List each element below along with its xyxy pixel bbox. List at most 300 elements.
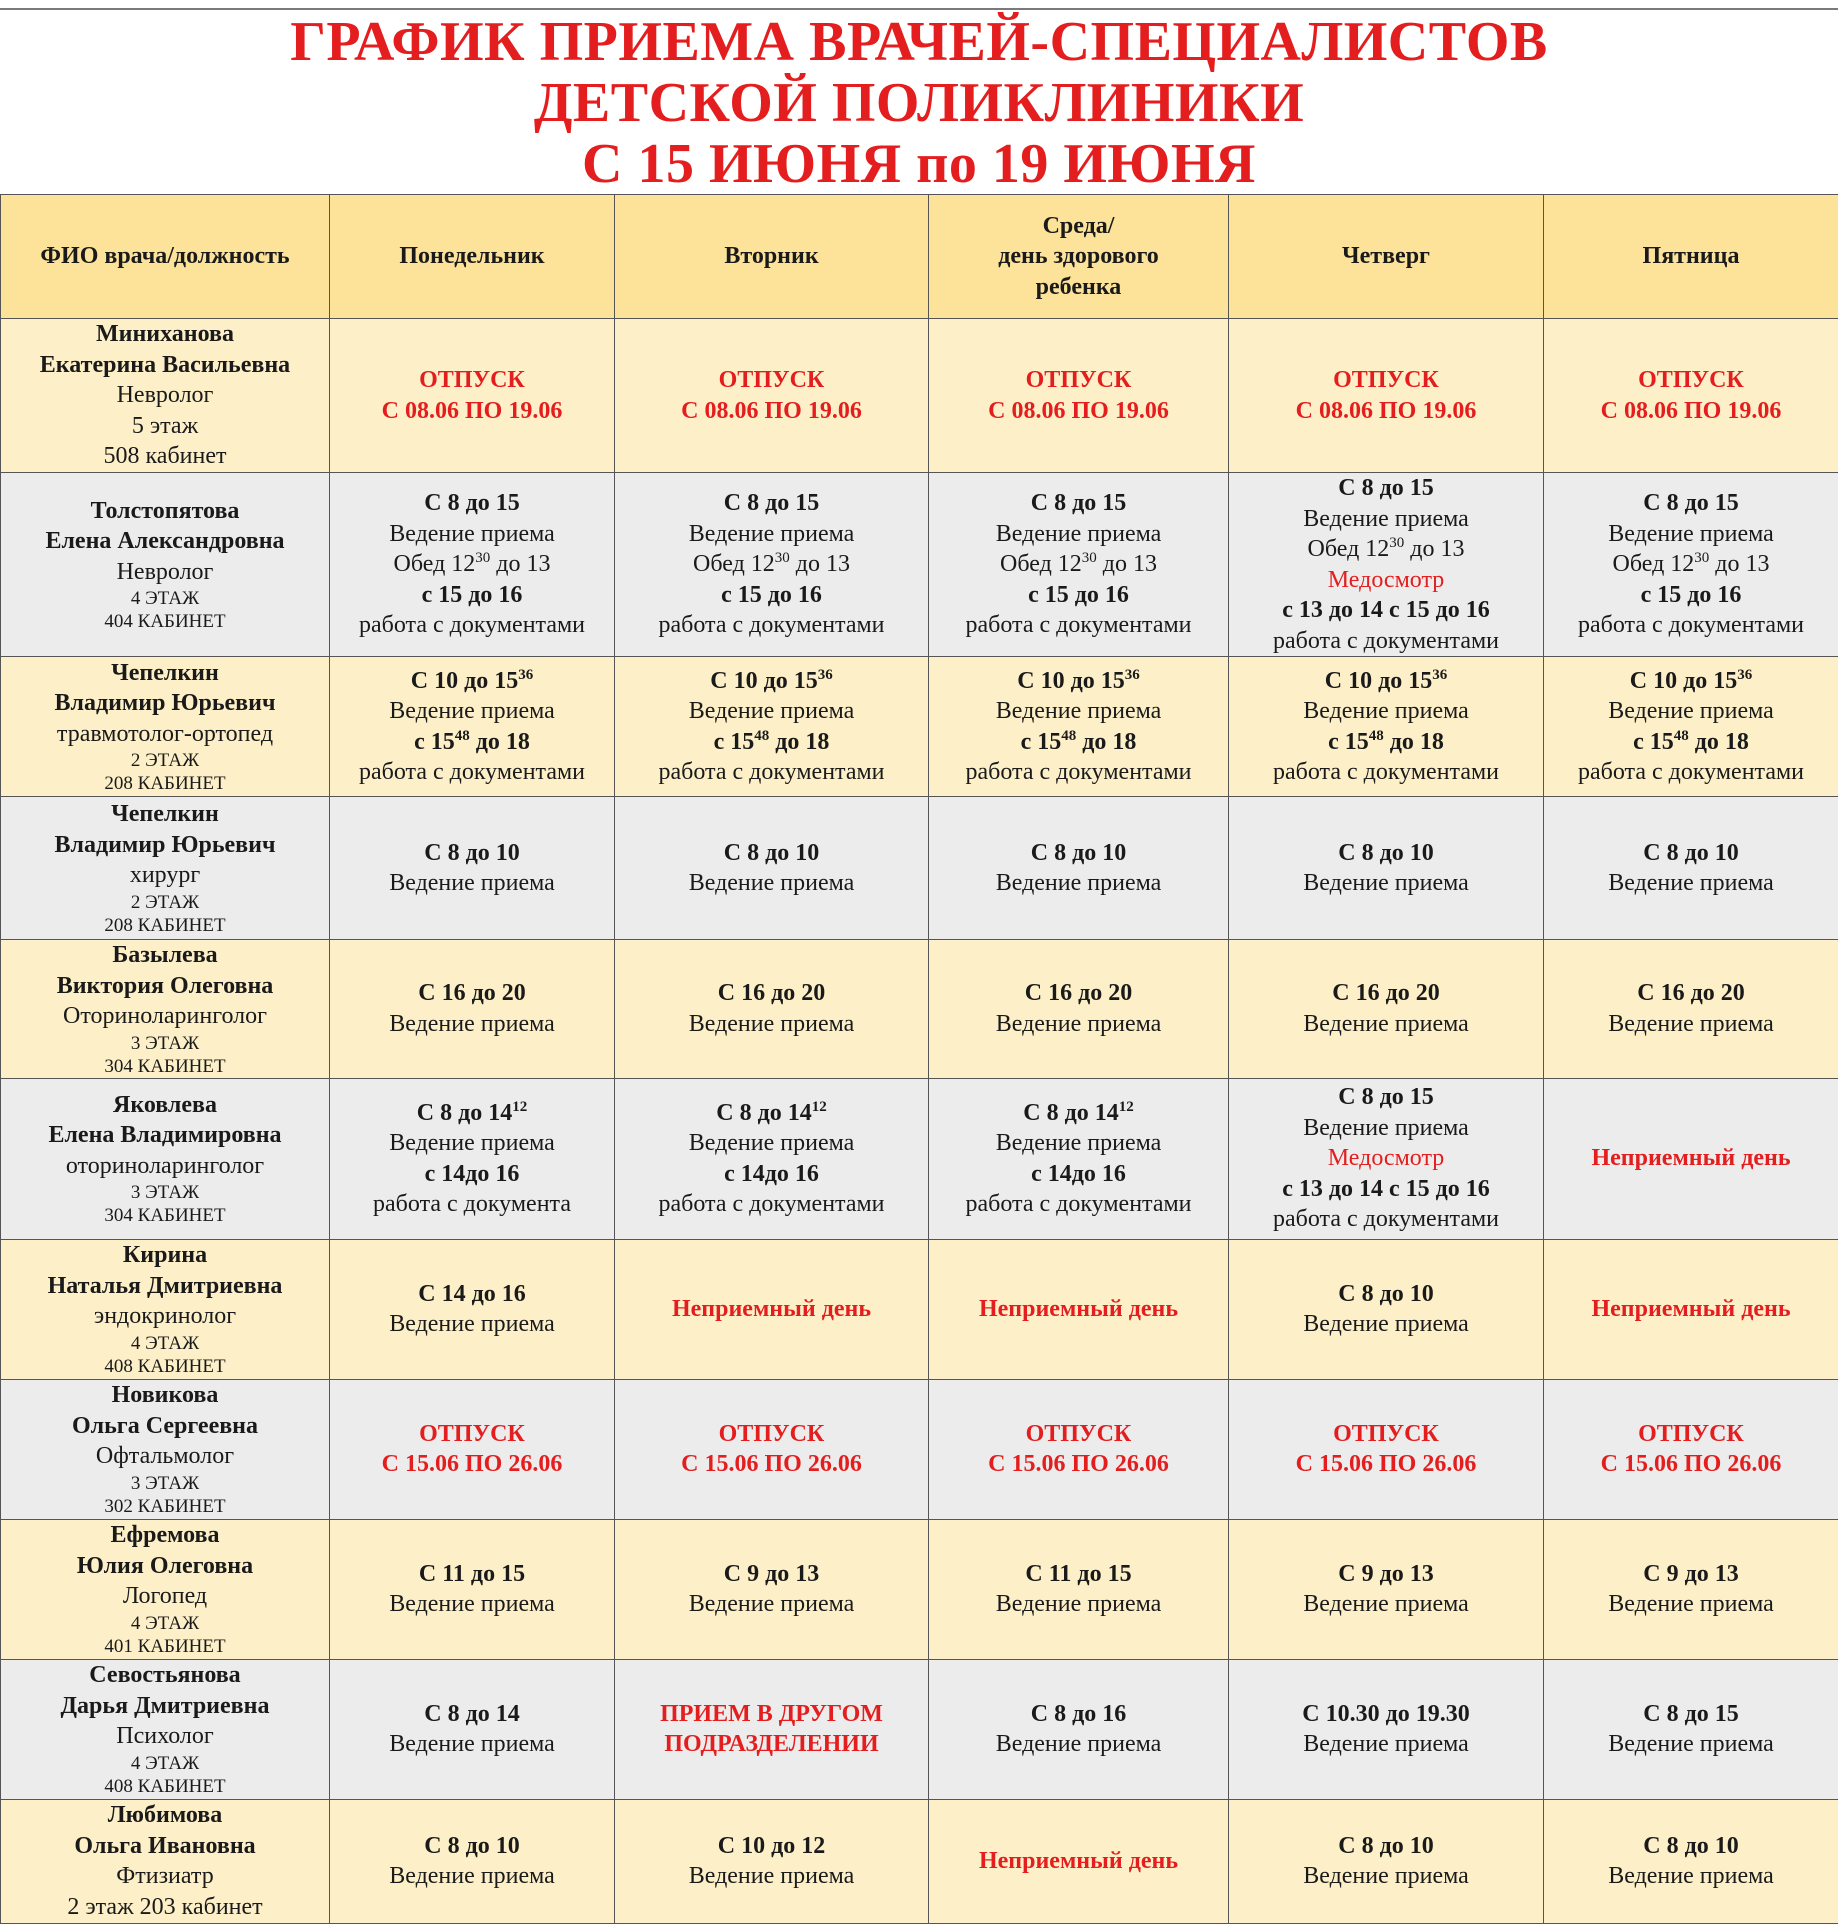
- schedule-line: Ведение приема: [332, 1589, 612, 1620]
- schedule-cell-friday: [1544, 1799, 1838, 1923]
- schedule-line: ОТПУСК: [617, 1419, 926, 1450]
- doctor-location: 3 ЭТАЖ: [3, 1181, 327, 1204]
- schedule-line: Неприемный день: [1546, 1294, 1836, 1325]
- schedule-line: Неприемный день: [617, 1294, 926, 1325]
- schedule-line: С 8 до 10: [332, 838, 612, 869]
- schedule-line: Неприемный день: [1546, 1143, 1836, 1174]
- schedule-cell-monday: [330, 797, 615, 940]
- schedule-line: ПОДРАЗДЕЛЕНИИ: [617, 1729, 926, 1760]
- doctor-cell: [1, 1799, 330, 1923]
- doctor-specialty: 2 этаж 203 кабинет: [3, 1892, 327, 1923]
- schedule-cell-wednesday: [929, 797, 1229, 940]
- schedule-line: ОТПУСК: [1546, 1419, 1836, 1450]
- schedule-cell-tuesday: [615, 1078, 929, 1239]
- schedule-line: С 8 до 15: [1231, 1082, 1541, 1113]
- schedule-line: С 8 до $14^{12}$: [332, 1098, 612, 1129]
- schedule-line: Ведение приема: [1231, 1009, 1541, 1040]
- schedule-cell-tuesday: [615, 1519, 929, 1659]
- doctor-location: 4 ЭТАЖ: [3, 1332, 327, 1355]
- schedule-line: Ведение приема: [1546, 696, 1836, 727]
- schedule-line: С 8 до 15: [931, 488, 1226, 519]
- schedule-line: с $15^{48}$ до 18: [931, 727, 1226, 758]
- minutes-superscript: 30: [1389, 535, 1404, 551]
- schedule-line: Ведение приема: [617, 1128, 926, 1159]
- schedule-line: работа с документами: [1546, 610, 1836, 641]
- schedule-cell-tuesday: [615, 797, 929, 940]
- doctor-specialty: хирург: [3, 860, 327, 891]
- minutes-superscript: 48: [1061, 728, 1076, 744]
- doctor-location: 2 ЭТАЖ: [3, 891, 327, 914]
- title-line-2: ДЕТСКОЙ ПОЛИКЛИНИКИ: [0, 73, 1838, 134]
- doctor-name-line: Толстопятова: [3, 496, 327, 527]
- doctor-specialty: оториноларинголог: [3, 1151, 327, 1182]
- schedule-line: Ведение приема: [617, 1009, 926, 1040]
- schedule-line: С 10 до $15^{36}$: [332, 666, 612, 697]
- schedule-line: работа с документами: [931, 610, 1226, 641]
- schedule-cell-monday: [330, 1078, 615, 1239]
- schedule-line: С 8 до 10: [332, 1831, 612, 1862]
- minutes-superscript: 30: [475, 550, 490, 566]
- schedule-line: С 10.30 до 19.30: [1231, 1699, 1541, 1730]
- schedule-line: работа с документами: [332, 757, 612, 788]
- schedule-line: С 8 до $14^{12}$: [931, 1098, 1226, 1129]
- schedule-line: с 15 до 16: [617, 580, 926, 611]
- schedule-line: Ведение приема: [332, 1009, 612, 1040]
- schedule-cell-monday: [330, 657, 615, 797]
- schedule-line: С 8 до 16: [931, 1699, 1226, 1730]
- schedule-line: ОТПУСК: [931, 365, 1226, 396]
- minutes-superscript: 12: [512, 1099, 527, 1115]
- schedule-line: Обед $12^{30}$ до 13: [617, 549, 926, 580]
- schedule-line: работа с документами: [617, 1189, 926, 1220]
- schedule-line: с 15 до 16: [931, 580, 1226, 611]
- doctor-specialty: Логопед: [3, 1581, 327, 1612]
- schedule-cell-wednesday: [929, 940, 1229, 1079]
- schedule-cell-wednesday: [929, 1659, 1229, 1799]
- schedule-line: С 8 до 10: [1546, 1831, 1836, 1862]
- schedule-cell-monday: [330, 1239, 615, 1379]
- doctor-name-line: Любимова: [3, 1800, 327, 1831]
- schedule-line: С 16 до 20: [931, 978, 1226, 1009]
- schedule-line: работа с документа: [332, 1189, 612, 1220]
- schedule-cell-friday: [1544, 1519, 1838, 1659]
- schedule-line: С 8 до 14: [332, 1699, 612, 1730]
- doctor-specialty: Фтизиатр: [3, 1861, 327, 1892]
- schedule-line: С 08.06 ПО 19.06: [1231, 396, 1541, 427]
- schedule-line: Ведение приема: [931, 1589, 1226, 1620]
- schedule-line: Ведение приема: [1231, 1309, 1541, 1340]
- schedule-cell-tuesday: [615, 473, 929, 657]
- schedule-cell-thursday: [1229, 940, 1544, 1079]
- minutes-superscript: 30: [1694, 550, 1709, 566]
- schedule-line: ПРИЕМ В ДРУГОМ: [617, 1699, 926, 1730]
- doctor-cell: [1, 1078, 330, 1239]
- schedule-line: Ведение приема: [332, 868, 612, 899]
- schedule-line: Ведение приема: [1231, 1861, 1541, 1892]
- schedule-line: С 10 до $15^{36}$: [1546, 666, 1836, 697]
- schedule-line: С 8 до 15: [332, 488, 612, 519]
- schedule-cell-friday: [1544, 473, 1838, 657]
- schedule-cell-friday: [1544, 940, 1838, 1079]
- minutes-superscript: 36: [518, 667, 533, 683]
- header-row: [1, 195, 1838, 319]
- schedule-line: Ведение приема: [332, 1861, 612, 1892]
- schedule-cell-friday: [1544, 1659, 1838, 1799]
- schedule-line: с $15^{48}$ до 18: [1231, 727, 1541, 758]
- doctor-location: 304 КАБИНЕТ: [3, 1055, 327, 1078]
- schedule-line: ОТПУСК: [1231, 365, 1541, 396]
- schedule-line: С 8 до 15: [1546, 1699, 1836, 1730]
- schedule-line: С 9 до 13: [1546, 1559, 1836, 1590]
- doctor-name-line: Владимир Юрьевич: [3, 830, 327, 861]
- doctor-name-line: Юлия Олеговна: [3, 1551, 327, 1582]
- schedule-line: Ведение приема: [1231, 696, 1541, 727]
- header-doctor: ФИО врача/должность: [1, 195, 330, 319]
- schedule-line: С 11 до 15: [332, 1559, 612, 1590]
- doctor-name-line: Елена Владимировна: [3, 1120, 327, 1151]
- table-row: [1, 1659, 1838, 1799]
- minutes-superscript: 12: [812, 1099, 827, 1115]
- table-row: [1, 657, 1838, 797]
- schedule-cell-tuesday: [615, 319, 929, 473]
- doctor-name-line: Екатерина Васильевна: [3, 350, 327, 381]
- minutes-superscript: 30: [1082, 550, 1097, 566]
- schedule-line: С 15.06 ПО 26.06: [332, 1449, 612, 1480]
- schedule-cell-wednesday: [929, 1519, 1229, 1659]
- doctor-specialty: Невролог: [3, 380, 327, 411]
- schedule-cell-tuesday: [615, 657, 929, 797]
- table-row: [1, 940, 1838, 1079]
- schedule-cell-wednesday: [929, 319, 1229, 473]
- doctor-specialty: 508 кабинет: [3, 441, 327, 472]
- schedule-line: С 08.06 ПО 19.06: [931, 396, 1226, 427]
- table-row: [1, 319, 1838, 473]
- schedule-cell-thursday: [1229, 657, 1544, 797]
- schedule-cell-thursday: [1229, 1239, 1544, 1379]
- schedule-line: Ведение приема: [1546, 519, 1836, 550]
- doctor-cell: [1, 797, 330, 940]
- schedule-line: С 14 до 16: [332, 1279, 612, 1310]
- doctor-name-line: Ольга Ивановна: [3, 1831, 327, 1862]
- doctor-location: 408 КАБИНЕТ: [3, 1775, 327, 1798]
- schedule-line: Обед $12^{30}$ до 13: [332, 549, 612, 580]
- header-wednesday: Среда/ день здорового ребенка: [929, 195, 1229, 319]
- schedule-line: работа с документами: [617, 757, 926, 788]
- schedule-cell-monday: [330, 319, 615, 473]
- schedule-line: ОТПУСК: [332, 365, 612, 396]
- schedule-line: Ведение приема: [617, 519, 926, 550]
- schedule-line: работа с документами: [617, 610, 926, 641]
- schedule-cell-wednesday: [929, 1379, 1229, 1519]
- table-row: [1, 1239, 1838, 1379]
- doctor-location: 302 КАБИНЕТ: [3, 1495, 327, 1518]
- schedule-line: С 15.06 ПО 26.06: [1231, 1449, 1541, 1480]
- schedule-cell-wednesday: [929, 1799, 1229, 1923]
- schedule-line: с $15^{48}$ до 18: [332, 727, 612, 758]
- doctor-location: 4 ЭТАЖ: [3, 1752, 327, 1775]
- doctor-name-line: Ольга Сергеевна: [3, 1411, 327, 1442]
- schedule-line: С 8 до 15: [617, 488, 926, 519]
- header-tuesday: Вторник: [615, 195, 929, 319]
- schedule-line: Ведение приема: [931, 868, 1226, 899]
- doctor-name-line: Чепелкин: [3, 799, 327, 830]
- schedule-line: С 9 до 13: [617, 1559, 926, 1590]
- schedule-line: С 08.06 ПО 19.06: [617, 396, 926, 427]
- minutes-superscript: 48: [1369, 728, 1384, 744]
- doctor-specialty: Оториноларинголог: [3, 1001, 327, 1032]
- doctor-name-line: Дарья Дмитриевна: [3, 1691, 327, 1722]
- doctor-name-line: Чепелкин: [3, 658, 327, 689]
- schedule-line: Ведение приема: [1231, 1113, 1541, 1144]
- schedule-line: ОТПУСК: [1231, 1419, 1541, 1450]
- schedule-line: Ведение приема: [931, 696, 1226, 727]
- schedule-table: [0, 194, 1838, 1924]
- schedule-line: ОТПУСК: [931, 1419, 1226, 1450]
- table-row: [1, 1379, 1838, 1519]
- schedule-line: Ведение приема: [332, 1729, 612, 1760]
- schedule-line: С 9 до 13: [1231, 1559, 1541, 1590]
- schedule-cell-monday: [330, 473, 615, 657]
- schedule-line: Ведение приема: [1231, 504, 1541, 535]
- schedule-line: Ведение приема: [332, 519, 612, 550]
- schedule-line: Ведение приема: [617, 868, 926, 899]
- schedule-line: С 8 до 10: [1231, 838, 1541, 869]
- schedule-line: С 15.06 ПО 26.06: [931, 1449, 1226, 1480]
- schedule-line: с 15 до 16: [1546, 580, 1836, 611]
- table-row: [1, 1078, 1838, 1239]
- minutes-superscript: 30: [775, 550, 790, 566]
- schedule-line: С 8 до 10: [617, 838, 926, 869]
- doctor-specialty: эндокринолог: [3, 1301, 327, 1332]
- doctor-cell: [1, 1659, 330, 1799]
- schedule-line: работа с документами: [1231, 1204, 1541, 1235]
- schedule-line: работа с документами: [332, 610, 612, 641]
- doctor-location: 2 ЭТАЖ: [3, 749, 327, 772]
- schedule-cell-tuesday: [615, 1239, 929, 1379]
- schedule-cell-thursday: [1229, 1659, 1544, 1799]
- schedule-line: С 8 до 15: [1546, 488, 1836, 519]
- doctor-location: 3 ЭТАЖ: [3, 1472, 327, 1495]
- top-divider: [0, 8, 1838, 10]
- minutes-superscript: 36: [1737, 667, 1752, 683]
- doctor-name-line: Миниханова: [3, 319, 327, 350]
- schedule-line: Неприемный день: [931, 1294, 1226, 1325]
- doctor-cell: [1, 1239, 330, 1379]
- schedule-line: С 10 до $15^{36}$: [617, 666, 926, 697]
- minutes-superscript: 48: [1674, 728, 1689, 744]
- schedule-line: Ведение приема: [1546, 1861, 1836, 1892]
- schedule-cell-friday: [1544, 1239, 1838, 1379]
- schedule-line: Ведение приема: [1546, 1009, 1836, 1040]
- schedule-cell-wednesday: [929, 657, 1229, 797]
- schedule-cell-monday: [330, 940, 615, 1079]
- schedule-line: с $15^{48}$ до 18: [1546, 727, 1836, 758]
- schedule-line: Ведение приема: [617, 1861, 926, 1892]
- schedule-line: С 8 до $14^{12}$: [617, 1098, 926, 1129]
- schedule-line: Ведение приема: [332, 696, 612, 727]
- schedule-line: С 8 до 10: [931, 838, 1226, 869]
- doctor-name-line: Ефремова: [3, 1520, 327, 1551]
- schedule-body: [1, 319, 1838, 1924]
- schedule-cell-friday: [1544, 319, 1838, 473]
- title-line-3: С 15 ИЮНЯ по 19 ИЮНЯ: [0, 134, 1838, 195]
- header-monday: Понедельник: [330, 195, 615, 319]
- doctor-location: 208 КАБИНЕТ: [3, 914, 327, 937]
- schedule-cell-tuesday: [615, 940, 929, 1079]
- minutes-superscript: 36: [1125, 667, 1140, 683]
- schedule-cell-thursday: [1229, 319, 1544, 473]
- schedule-line: с 13 до 14 с 15 до 16: [1231, 595, 1541, 626]
- table-row: [1, 797, 1838, 940]
- schedule-line: Неприемный день: [931, 1846, 1226, 1877]
- minutes-superscript: 48: [455, 728, 470, 744]
- schedule-line: Обед $12^{30}$ до 13: [931, 549, 1226, 580]
- schedule-line: С 8 до 15: [1231, 473, 1541, 504]
- schedule-cell-thursday: [1229, 797, 1544, 940]
- schedule-line: Ведение приема: [931, 1009, 1226, 1040]
- schedule-cell-tuesday: [615, 1799, 929, 1923]
- schedule-line: с 14до 16: [617, 1159, 926, 1190]
- schedule-line: ОТПУСК: [617, 365, 926, 396]
- schedule-line: С 11 до 15: [931, 1559, 1226, 1590]
- schedule-cell-friday: [1544, 1078, 1838, 1239]
- schedule-cell-wednesday: [929, 473, 1229, 657]
- doctor-name-line: Яковлева: [3, 1090, 327, 1121]
- minutes-superscript: 48: [754, 728, 769, 744]
- header-friday: Пятница: [1544, 195, 1838, 319]
- doctor-location: 304 КАБИНЕТ: [3, 1204, 327, 1227]
- schedule-line: С 8 до 10: [1231, 1831, 1541, 1862]
- schedule-cell-monday: [330, 1659, 615, 1799]
- schedule-line: Ведение приема: [1546, 1729, 1836, 1760]
- schedule-cell-monday: [330, 1799, 615, 1923]
- schedule-line: Ведение приема: [1546, 1589, 1836, 1620]
- schedule-line: Ведение приема: [617, 1589, 926, 1620]
- schedule-line: С 08.06 ПО 19.06: [1546, 396, 1836, 427]
- doctor-cell: [1, 319, 330, 473]
- schedule-line: Ведение приема: [332, 1128, 612, 1159]
- doctor-cell: [1, 1379, 330, 1519]
- minutes-superscript: 36: [1432, 667, 1447, 683]
- schedule-line: ОТПУСК: [332, 1419, 612, 1450]
- schedule-cell-wednesday: [929, 1078, 1229, 1239]
- table-row: [1, 1799, 1838, 1923]
- schedule-cell-thursday: [1229, 473, 1544, 657]
- schedule-cell-thursday: [1229, 1078, 1544, 1239]
- schedule-line: Ведение приема: [931, 1128, 1226, 1159]
- schedule-line: Ведение приема: [617, 696, 926, 727]
- schedule-line: работа с документами: [1546, 757, 1836, 788]
- doctor-name-line: Владимир Юрьевич: [3, 688, 327, 719]
- schedule-line: Ведение приема: [1231, 1589, 1541, 1620]
- schedule-cell-friday: [1544, 1379, 1838, 1519]
- doctor-name-line: Кирина: [3, 1240, 327, 1271]
- schedule-line: ОТПУСК: [1546, 365, 1836, 396]
- schedule-line: С 16 до 20: [617, 978, 926, 1009]
- schedule-line: работа с документами: [931, 757, 1226, 788]
- schedule-line: Ведение приема: [931, 1729, 1226, 1760]
- table-row: [1, 1519, 1838, 1659]
- schedule-line: С 16 до 20: [332, 978, 612, 1009]
- doctor-name-line: Севостьянова: [3, 1660, 327, 1691]
- schedule-cell-thursday: [1229, 1519, 1544, 1659]
- schedule-line: с 14до 16: [332, 1159, 612, 1190]
- schedule-line: с 14до 16: [931, 1159, 1226, 1190]
- schedule-cell-wednesday: [929, 1239, 1229, 1379]
- schedule-line: С 10 до $15^{36}$: [931, 666, 1226, 697]
- schedule-line: С 8 до 10: [1546, 838, 1836, 869]
- schedule-line: Медосмотр: [1231, 1143, 1541, 1174]
- title-line-1: ГРАФИК ПРИЕМА ВРАЧЕЙ-СПЕЦИАЛИСТОВ: [0, 12, 1838, 73]
- header-thursday: Четверг: [1229, 195, 1544, 319]
- schedule-line: С 16 до 20: [1546, 978, 1836, 1009]
- page-title: [0, 12, 1838, 195]
- schedule-line: Ведение приема: [1231, 868, 1541, 899]
- doctor-location: 4 ЭТАЖ: [3, 587, 327, 610]
- doctor-cell: [1, 940, 330, 1079]
- schedule-cell-friday: [1544, 797, 1838, 940]
- doctor-specialty: травмотолог-ортопед: [3, 719, 327, 750]
- minutes-superscript: 36: [818, 667, 833, 683]
- schedule-cell-tuesday: [615, 1659, 929, 1799]
- doctor-name-line: Новикова: [3, 1380, 327, 1411]
- schedule-line: Обед $12^{30}$ до 13: [1231, 534, 1541, 565]
- schedule-line: С 8 до 10: [1231, 1279, 1541, 1310]
- doctor-location: 4 ЭТАЖ: [3, 1612, 327, 1635]
- schedule-line: работа с документами: [1231, 757, 1541, 788]
- doctor-location: 208 КАБИНЕТ: [3, 772, 327, 795]
- doctor-location: 408 КАБИНЕТ: [3, 1355, 327, 1378]
- schedule-line: С 08.06 ПО 19.06: [332, 396, 612, 427]
- schedule-cell-monday: [330, 1519, 615, 1659]
- schedule-line: С 10 до 12: [617, 1831, 926, 1862]
- doctor-name-line: Базылева: [3, 940, 327, 971]
- schedule-line: работа с документами: [1231, 626, 1541, 657]
- schedule-cell-friday: [1544, 657, 1838, 797]
- schedule-cell-monday: [330, 1379, 615, 1519]
- doctor-specialty: Невролог: [3, 557, 327, 588]
- schedule-line: С 15.06 ПО 26.06: [1546, 1449, 1836, 1480]
- schedule-line: С 10 до $15^{36}$: [1231, 666, 1541, 697]
- doctor-name-line: Елена Александровна: [3, 526, 327, 557]
- schedule-line: Обед $12^{30}$ до 13: [1546, 549, 1836, 580]
- doctor-name-line: Виктория Олеговна: [3, 971, 327, 1002]
- schedule-line: с 15 до 16: [332, 580, 612, 611]
- schedule-cell-thursday: [1229, 1799, 1544, 1923]
- schedule-line: Ведение приема: [1546, 868, 1836, 899]
- doctor-cell: [1, 473, 330, 657]
- doctor-specialty: Психолог: [3, 1721, 327, 1752]
- doctor-cell: [1, 657, 330, 797]
- schedule-line: с $15^{48}$ до 18: [617, 727, 926, 758]
- doctor-location: 3 ЭТАЖ: [3, 1032, 327, 1055]
- doctor-specialty: 5 этаж: [3, 411, 327, 442]
- schedule-line: с 13 до 14 с 15 до 16: [1231, 1174, 1541, 1205]
- schedule-line: Медосмотр: [1231, 565, 1541, 596]
- doctor-cell: [1, 1519, 330, 1659]
- schedule-line: Ведение приема: [332, 1309, 612, 1340]
- schedule-line: С 15.06 ПО 26.06: [617, 1449, 926, 1480]
- schedule-cell-thursday: [1229, 1379, 1544, 1519]
- doctor-location: 404 КАБИНЕТ: [3, 610, 327, 633]
- schedule-cell-tuesday: [615, 1379, 929, 1519]
- table-row: [1, 473, 1838, 657]
- doctor-specialty: Офтальмолог: [3, 1441, 327, 1472]
- schedule-line: Ведение приема: [931, 519, 1226, 550]
- schedule-line: работа с документами: [931, 1189, 1226, 1220]
- schedule-line: Ведение приема: [1231, 1729, 1541, 1760]
- minutes-superscript: 12: [1119, 1099, 1134, 1115]
